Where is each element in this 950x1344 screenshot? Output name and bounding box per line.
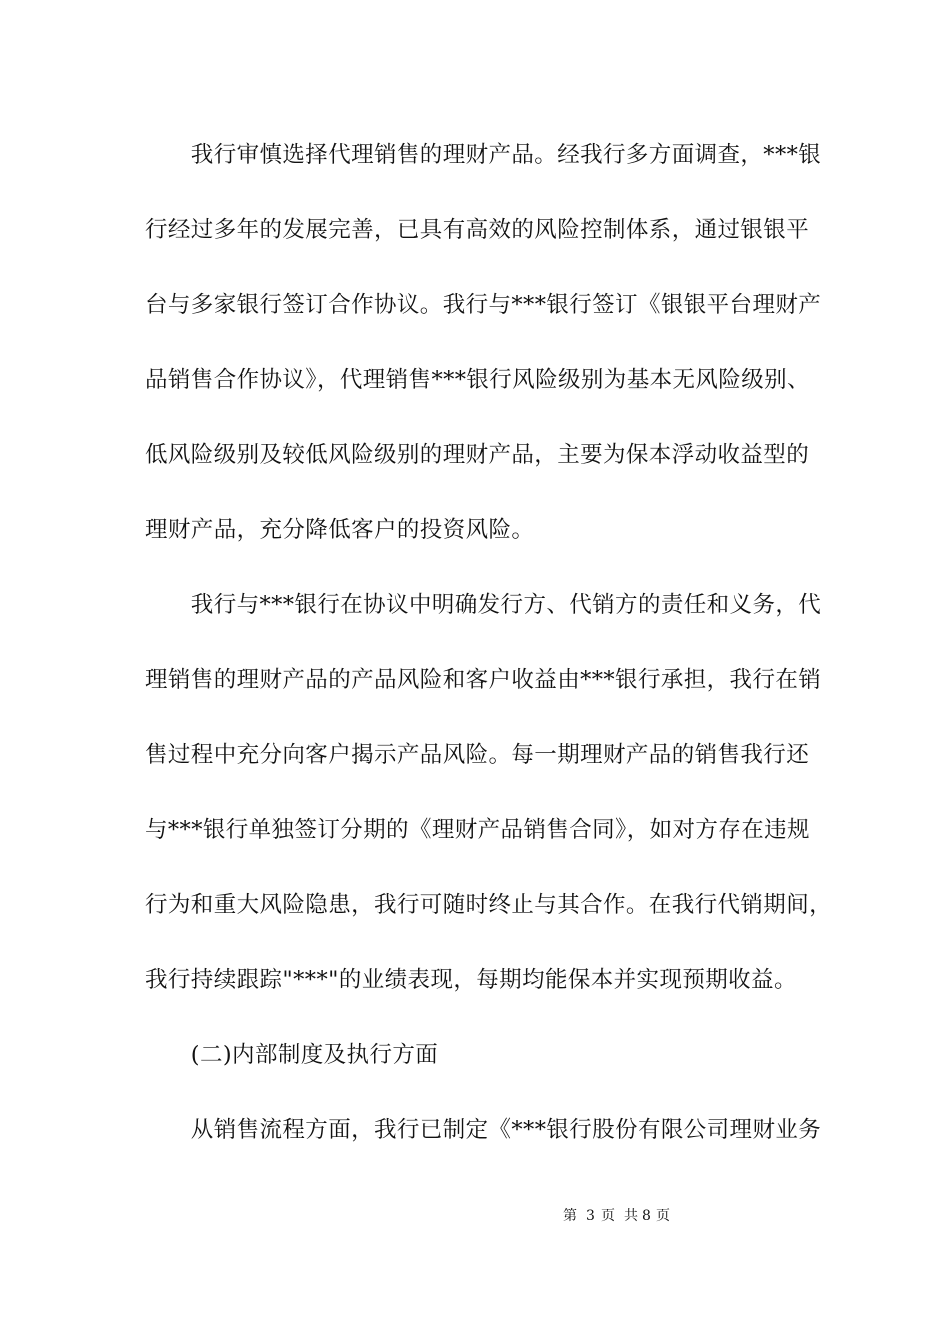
text-line: 行为和重大风险隐患，我行可随时终止与其合作。在我行代销期间，: [145, 892, 833, 918]
text-line: 我行持续跟踪"***"的业绩表现，每期均能保本并实现预期收益。: [145, 967, 797, 993]
footer-total-pages: 8: [642, 1208, 651, 1224]
text-line: 品销售合作协议》，代理销售***银行风险级别为基本无风险级别、: [145, 367, 810, 393]
text-line: 理销售的理财产品的产品风险和客户收益由***银行承担，我行在销: [145, 667, 822, 693]
text-line: 理财产品，充分降低客户的投资风险。: [145, 517, 535, 543]
text-line: 与***银行单独签订分期的《理财产品销售合同》，如对方存在违规: [145, 817, 810, 843]
footer-total-word: 共: [624, 1208, 638, 1224]
text-line: 我行与***银行在协议中明确发行方、代销方的责任和义务，代: [145, 592, 822, 618]
text-line: 从销售流程方面，我行已制定《***银行股份有限公司理财业务: [145, 1117, 822, 1143]
footer-prefix: 第: [563, 1208, 577, 1224]
section-heading: (二)内部制度及执行方面: [145, 1042, 439, 1068]
text-line: 台与多家银行签订合作协议。我行与***银行签订《银银平台理财产: [145, 292, 822, 318]
text-line: 售过程中充分向客户揭示产品风险。每一期理财产品的销售我行还: [145, 742, 810, 768]
text-line: 我行审慎选择代理销售的理财产品。经我行多方面调查，***银: [145, 142, 822, 168]
footer-page-word: 页: [601, 1208, 615, 1224]
footer-current-page: 3: [586, 1208, 595, 1224]
footer-suffix: 页: [656, 1208, 670, 1224]
text-line: 低风险级别及较低风险级别的理财产品，主要为保本浮动收益型的: [145, 442, 810, 468]
text-line: 行经过多年的发展完善，已具有高效的风险控制体系，通过银银平: [145, 217, 810, 243]
